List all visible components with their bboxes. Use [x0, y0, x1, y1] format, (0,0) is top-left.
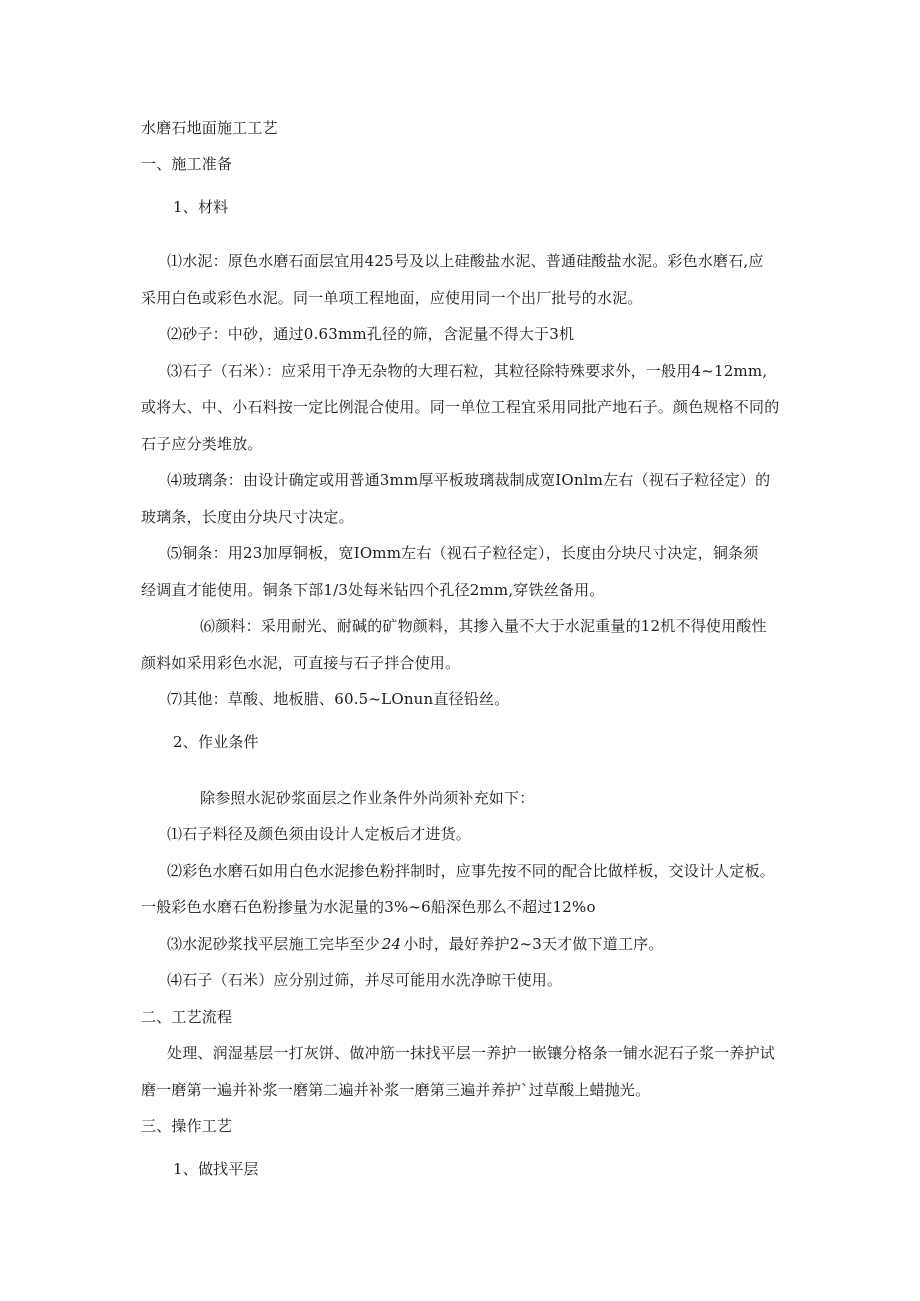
document-title: 水磨石地面施工工艺 [141, 119, 278, 137]
paragraph-line: 采用白色或彩色水泥。同一单项工程地面，应使用同一个出厂批号的水泥。 [141, 289, 643, 307]
subsection-heading: 1、做找平层 [173, 1160, 259, 1178]
paragraph-line: 石子应分类堆放。 [141, 435, 263, 453]
paragraph-line: 除参照水泥砂浆面层之作业条件外尚须补充如下： [200, 789, 535, 807]
paragraph-line: ⑶石子（石米）：应采用干净无杂物的大理石粒，其粒径除特殊要求外，一般用4~12mm, [167, 362, 768, 380]
paragraph-line: ⑺其他：草酸、地板腊、60.5~LOnun直径铅丝。 [167, 690, 510, 708]
paragraph-line: ⑸铜条：用23加厚铜板，宽IOmm左右（视石子粒径定），长度由分块尺寸决定，铜条须 [167, 544, 759, 562]
paragraph-line: ⑵彩色水磨石如用白色水泥掺色粉拌制时，应事先按不同的配合比做样板，交设计人定板。 [167, 862, 776, 880]
section-heading: 一、施工准备 [141, 155, 233, 173]
italic-number: 24 [381, 935, 402, 953]
subsection-heading: 2、作业条件 [173, 733, 259, 751]
paragraph-line: 磨一磨第一遍并补浆一磨第二遍并补浆一磨第三遍并养护`过草酸上蜡抛光。 [141, 1081, 651, 1099]
subsection-heading: 1、材料 [173, 198, 229, 216]
paragraph-line: 一般彩色水磨石色粉掺量为水泥量的3%~6船深色那么不超过12%o [141, 898, 596, 916]
paragraph-line: 玻璃条，长度由分块尺寸决定。 [141, 508, 354, 526]
paragraph-line: ⑹颜料：采用耐光、耐碱的矿物颜料，其掺入量不大于水泥重量的12机不得使用酸性 [200, 617, 767, 635]
paragraph-line [167, 934, 664, 954]
paragraph-line: ⑷玻璃条：由设计确定或用普通3mm厚平板玻璃裁制成宽IOnlm左右（视石子粒径定）的 [167, 471, 771, 489]
section-heading: 三、操作工艺 [141, 1117, 233, 1135]
paragraph-line: ⑵砂子：中砂，通过0.63mm孔径的筛，含泥量不得大于3机 [167, 325, 575, 343]
paragraph-line: 经调直才能使用。铜条下部1/3处每米钻四个孔径2mm,穿铁丝备用。 [141, 581, 605, 599]
paragraph-line: ⑴石子料径及颜色须由设计人定板后才进货。 [167, 825, 472, 843]
paragraph-line: 或将大、中、小石料按一定比例混合使用。同一单位工程宜采用同批产地石子。颜色规格不同的 [141, 398, 780, 416]
text-run: 小时，最好养护2~3天才做下道工序。 [403, 935, 664, 953]
paragraph-line: 处理、润湿基层一打灰饼、做冲筋一抹找平层一养护一嵌镶分格条一铺水泥石子浆一养护试 [167, 1044, 776, 1062]
section-heading: 二、工艺流程 [141, 1008, 233, 1026]
paragraph-line: ⑴水泥：原色水磨石面层宜用425号及以上硅酸盐水泥、普通硅酸盐水泥。彩色水磨石,应 [167, 252, 764, 270]
paragraph-line: ⑷石子（石米）应分别过筛，并尽可能用水洗净晾干使用。 [167, 971, 563, 989]
paragraph-line: 颜料如采用彩色水泥，可直接与石子拌合使用。 [141, 654, 461, 672]
text-run: ⑶水泥砂浆找平层施工完毕至少 [167, 935, 380, 953]
